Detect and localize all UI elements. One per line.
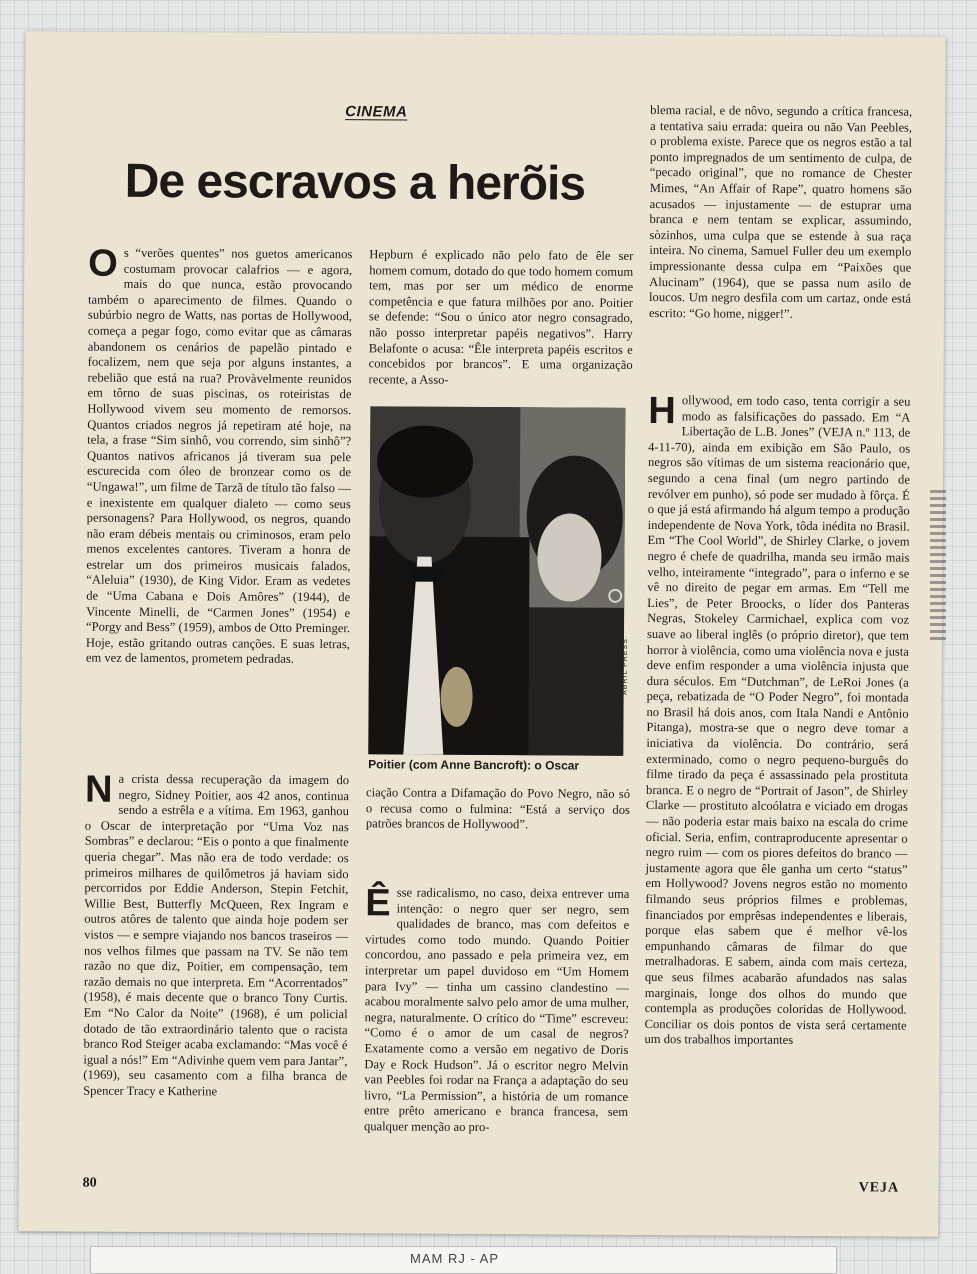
drop-cap: N [84, 768, 113, 811]
paragraph-text: a crista dessa recuperação da imagem do negro, Sidney Poitier, aos 42 anos, continua sendo a estrêla e a vítima. Em 1963, ganhou o Oscar de interpretação por “Uma Voz nas Sombras” e declarou: “Eis o ponto a que finalmente queria chegar”. Mas não era de todo verdade: os primeiros milhares de quilômetros já haviam sido percorridos por Eddie Anderson, Stepin Fetchit, Willie Best, Butterfly McQueen, Rex Ingram e outros atôres de talento que ainda hoje podem ser vistos — e sempre viajando nos bancos traseiros — nos velhos filmes que passam na TV. Se não tem razão no que diz, Poitier, em compensação, tem razão demais no que interpreta. Em “Acorrentados” (1958), é mais decente que o branco Tony Curtis. Em “No Calor da Noite” (1968), é um policial dotado de tão extraordinário talento que o racista branco Rod Steiger acaba exclamando: “Mas você é igual a nós!” Em “Adivinhe quem vem para Jantar”, (1969), seu casamento com a filha branca de Spencer Tracy e Katherine [83, 771, 350, 1099]
photo-credit: ABRIL PRESS [621, 638, 629, 695]
drop-cap: Ê [365, 882, 391, 925]
column-2-middle [366, 785, 630, 833]
paragraph-text: ollywood, em todo caso, tenta corrigir a seu modo as falsificações do passado. Em “A Libertação de L.B. Jones” (VEJA n.º 113, de 4-11-70), ainda em exibição em São Paulo, os negros são vítimas de um sistema reacionário que, segundo a cena final (um negro partindo de revólver em punho), só pode ser mudado à fôrça. É o que já está afirmando há algum tempo a produção independente de Nova York, tôda inédita no Brasil. Em “The Cool World”, de Shirley Clarke, o jovem negro é chefe de quadrilha, manda seu irmão mais velho, inteiramente “integrado”, para o inferno e se vê no direito de pegar em armas. Em “Tell me Lies”, de Peter Broocks, o líder dos Panteras Negras, Stokeley Carmichael, explica com voz suave ao liberal inglês (o próprio diretor), que tem horror à violência, como uma violência nova e justa deve enfim responder a uma violência injusta que dura séculos. Em “Dutchman”, de LeRoi Jones (a peça, rebatizada de “O Poder Negro”, foi montada no Brasil há dois anos, com Itala Nandi e Antônio Pitanga), mostra-se que o negro deve tomar a iniciativa da violência. Do contrário, será exterminado, como o negro pequeno-burguês do filme tirado da peça é assassinado pela prostituta branca. E o negro de “Portrait of Jason”, de Shirley Clarke — prostituto alcoólatra e viciado em drogas — não poderia estar mais baixo na escala do crime oficial. Seria, enfim, contraproducente apresentar o negro ruim — com os piores defeitos do branco — justamente agora que êle ganha um certo “status” em Hollywood? Jovens negros estão no momento filmando seus próprios filmes e problemas, financiados por emprêsas independentes e liberais, porque elas sabem que é melhor vê-los empunhando câmaras de filmar do que metralhadoras. E sabem, ainda com mais certeza, que seus filmes acabarão afundados nas salas marginais, longe dos olhos do mundo que contempla as produções coloridas de Hollywood. Conciliar os dois pontos de vista será certamente um dos trabalhos importantes [644, 393, 911, 1048]
magazine-name: VEJA [858, 1180, 900, 1196]
magazine-page [18, 31, 945, 1237]
paragraph-text: s “verões quentes” nos guetos americanos costumam provocar calafrios — e agora, mais do que nunca, estão provocando também o aparecimento de filmes. Quando o subúrbio negro de Watts, nas portas de Hollywood, começa a pegar fogo, como evitar que as câmaras abandonem os cenários de papelão pintado e focalizem, nem que seja por alguns instantes, a rebelião que está na rua? Provàvelmente reunidos em tôrno de suas piscinas, os roteiristas de Hollywood vivem seu momento de remorsos. Quantos criados negros já repetiram até hoje, na tela, a frase “Sim sinhô, vou correndo, sim sinhô”? Quantos nativos africanos já tiveram sua pele escurecida com óleo de bronzear como os de “Ungawa!”, um filme de Tarzã de título tão falso — e inexistente em qualquer dialeto — como seus personagens? Para Hollywood, os negros, quando não eram débeis mentais ou criminosos, eram pelo menos excelentes cantores. Tiveram a honra de estrelar um dos primeiros musicais falados, “Aleluia” (1930), de King Vidor. Eram as vedetes de “Uma Cabana e Dois Amôres” (1944), de Vincente Minelli, de “Carmen Jones” (1954) e “Porgy and Bess” (1959), ambos de Otto Preminger. Hoje, estão gritando outras canções. E suas letras, em vez de lamentos, prometem pedradas. [85, 245, 353, 667]
page-number: 80 [82, 1175, 97, 1191]
column-1-bottom [83, 768, 350, 1101]
photo-poitier-bancroft [368, 406, 625, 756]
column-2-top [369, 247, 634, 389]
paragraph-text: sse radicalismo, no caso, deixa entrever uma intenção: o negro quer ser negro, sem qualidades de branco, mas com defeitos e virtudes como todo mundo. Quando Poitier concordou, ano passado e pela primeira vez, em interpretar um papel duvidoso em “Um Homem para Ivy” — tinha um cassino clandestino — acabou moralmente salvo pelo amor de uma mulher, negra, naturalmente. O crítico do “Time” escreveu: “Como é o amor de um casal de negros? Exatamente como a versão em negativo de Doris Day e Rock Hudson”. Já o escritor negro Melvin van Peebles foi rodar na França a adaptação do seu livro, “La Permission”, a história de um romance entre prêto americano e branca francesa, sem qualquer menção ao pro- [363, 885, 630, 1134]
scan-smudge [930, 490, 946, 640]
paragraph: blema racial, e de nôvo, segundo a crítica francesa, a tentativa saiu errada: queira ou não Van Peebles, o problema existe. Parece que os negros estão a tal ponto impregnados de um sentimento de culpa, de “pecado original”, que no romance de Chester Mimes, “An Affair of Rape”, quatro homens são acusados — injustamente — de estuprar uma branca e nem tentam se explicar, assumindo, sòzinhos, uma culpa que se estende à sua raça inteira. No cinema, Samuel Fuller deu um exemplo impressionante dessa culpa em “Paixões que Alucinam” (1964), que se passa num asilo de loucos. Um negro desfila com um cartaz, onde está escrito: “Go home, nigger!”. [648, 103, 913, 321]
column-3-top [649, 103, 912, 323]
paragraph [644, 390, 911, 1050]
paragraph [85, 242, 353, 669]
paragraph [83, 768, 350, 1101]
section-label: CINEMA [345, 103, 408, 121]
drop-cap: H [648, 390, 676, 433]
column-1-top [85, 242, 353, 669]
column-3-bottom [644, 390, 911, 1050]
paragraph [363, 882, 630, 1136]
headline: De escravos a herõis [124, 154, 586, 211]
photo-caption: Poitier (com Anne Bancroft): o Oscar [368, 757, 580, 773]
column-2-bottom [363, 882, 630, 1136]
photo-image [368, 406, 625, 756]
paragraph: ciação Contra a Difamação do Povo Negro, não só o recusa como o fulmina: “Está a serviço dos patrões brancos de Hollywood”. [365, 785, 631, 832]
paragraph: Hepburn é explicado não pelo fato de êle ser homem comum, dotado do que todo homem comum tem, mas por ser um médico de enorme competência e que fatura milhões por ano. Poitier se defende: “Sou o único ator negro consagrado, não posso interpretar papéis negativos”. Harry Belafonte o acusa: “Êle interpreta papéis escritos e concebidos por brancos”. E uma organização recente, a Asso- [368, 247, 634, 387]
archive-label: MAM RJ - AP [410, 1251, 500, 1266]
drop-cap: O [88, 242, 118, 285]
